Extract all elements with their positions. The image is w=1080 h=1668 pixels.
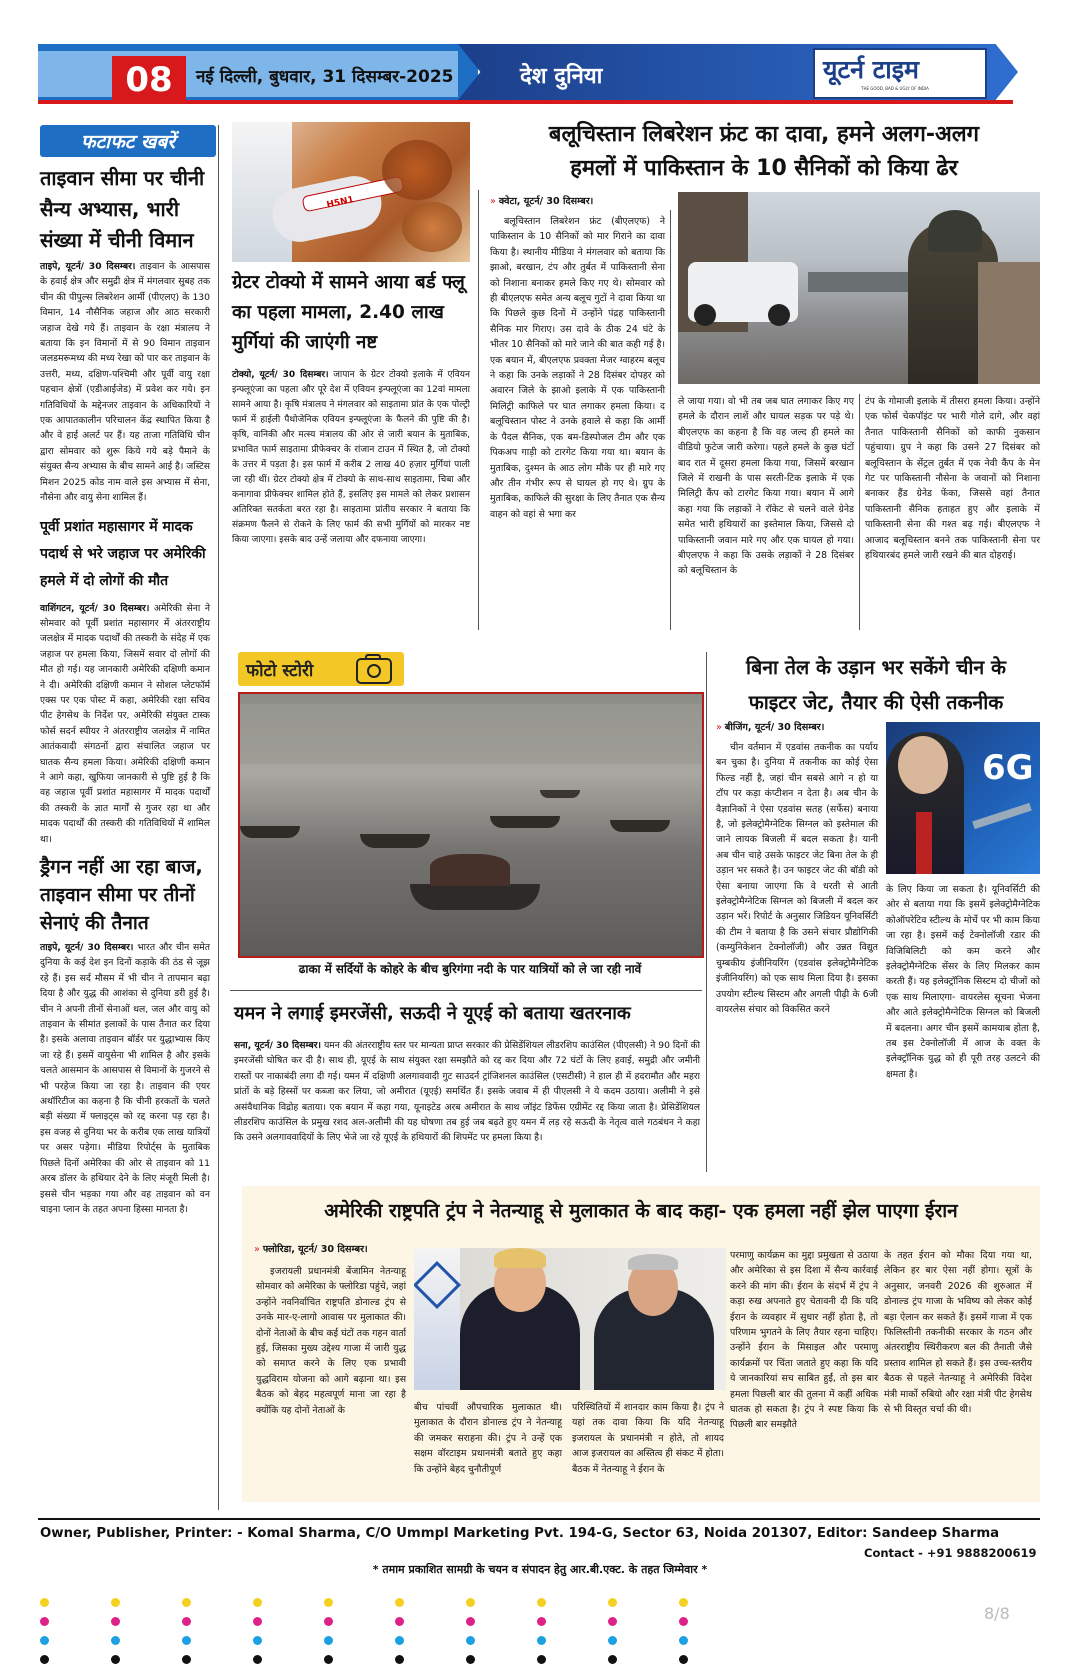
registration-dot — [466, 1598, 475, 1607]
dateline: » क्वेटा, यूटर्न/ 30 दिसम्बर। — [490, 196, 594, 207]
date-line: नई दिल्ली, बुधवार, 31 दिसम्बर-2025 — [196, 67, 454, 87]
registration-dot — [111, 1617, 120, 1626]
column-divider — [670, 210, 671, 630]
registration-dot — [40, 1617, 49, 1626]
logo-name: यूटर्न टाइम — [823, 55, 919, 84]
registration-dot — [253, 1617, 262, 1626]
balochistan-col3: टंप के गोमाजी इलाके में तीसरा हमला किया। उन्होंने एक फोर्स चेकपॉइंट पर भारी गोले दागे, और वहां तैनात पाकिस्तानी सैनिकों को काफी नुकसान पहुंचाया। ग्रुप ने कहा कि उसने 27 दिसंबर को बलूचिस्तान के सेंट्रल तुर्बत में एक नेवी कैंप के मेन गेट पर पाकिस्तानी नौसेना के जवानों को निशाना बनाकर हैंड ग्रेनेड फेंका, जिससे वहां तैनात पाकिस्तानी सैनिक हताहत हुए और इलाके में पाकिस्तानी सेना की गश्त बढ़ गई। बीएलएफ ने आजाद बलूचिस्तान बनने तक पाकिस्तानी सेना पर हथियारबंद हमले जारी रखने की बात दोहराई। — [865, 396, 1040, 562]
dateline: ताइपे, यूटर्न/ 30 दिसम्बर। — [40, 942, 134, 953]
registration-dot-group — [608, 1592, 617, 1601]
trump-col4: परमाणु कार्यक्रम का मुद्दा प्रमुखता से उठाया और अमेरिका से इस दिशा में सैन्य कार्रवाई करने की मांग की। ईरान के संदर्भ में ट्रंप ने कड़ा रुख अपनाते हुए चेतावनी दी कि यदि ईरान के व्यवहार में सुधार नहीं होता है, तो परिणाम भुगतने के लिए तैयार रहना चाहिए। उन्होंने ईरान के मिसाइल और परमाणु कार्यक्रमों पर चिंता जताते हुए कहा कि यदि ये जानकारियां सच साबित हुईं, तो इस बार हमला पिछली बार की तुलना में कहीं अधिक घातक हो सकता है। ट्रंप ने स्पष्ट किया कि पिछली बार समझौते — [730, 1250, 878, 1431]
story-body: ताइपे, यूटर्न/ 30 दिसम्बर। भारत और चीन समेत दुनिया के कई देश इन दिनों कड़ाके की ठंड से जूझ रहे हैं। इस सर्द मौसम में भी चीन ने तापमान बढ़ा दिया है और युद्ध की आशंका से दुनिया डरी हुई है। चीन ने अपनी तीनों सेनाओं थल, जल और वायु को ताइवान के सीमांत इलाकों के पास तैनात कर दिया है। इसके अलावा ताइवान बॉर्डर पर युद्धाभ्यास किए जा रहे हैं। इसमें वायुसेना भी शामिल है और इसके चलते आसमान के आसपास से विमानों के गुजरने से भी परहेज किया जा रहा है। ताइवान की एयर अथॉरिटीज का कहना है कि चीनी हरकतों के चलते बड़ी संख्या में फ्लाइट्स को रद्द करना पड़ रहा है। इस वजह से दुनिया भर के करीब एक लाख यात्रियों पर असर पड़ेगा। मीडिया रिपोर्ट्स के मुताबिक पिछले दिनों अमेरिका की ओर से ताइवान को 11 अरब डॉलर के हथियार देने के लिए मंजूरी मिली है। इससे चीन भड़का गया और वह ताइवान को वन चाइना प्लान के तहत अपना हिस्सा मानता है। — [40, 942, 211, 1215]
story-headline: ग्रेटर टोक्यो में सामने आया बर्ड फ्लू का पहला मामला, 2.40 लाख मुर्गियां की जाएंगी नष्ट — [232, 272, 465, 353]
registration-dot — [466, 1655, 475, 1664]
6g-badge: 6G — [982, 748, 1034, 788]
camera-icon — [356, 658, 392, 684]
registration-dot-group — [182, 1592, 191, 1601]
yemen-headline: यमन ने लगाई इमरजेंसी, सऊदी ने यूएई को बताया खतरनाक — [234, 1003, 631, 1024]
trump-headline: अमेरिकी राष्ट्रपति ट्रंप ने नेतन्याहू से मुलाकात के बाद कहा- एक हमला नहीं झेल पाएगा ईरान — [324, 1200, 958, 1222]
story-body: ताइपे, यूटर्न/ 30 दिसम्बर। ताइवान के आसपास के हवाई क्षेत्र और समुद्री क्षेत्र में मंगलवार सुबह तक चीन की पीपुल्स लिबरेशन आर्मी (पीएलए) के 130 विमान, 14 नौसैनिक जहाज और आठ सरकारी जहाज देखे गये हैं। ताइवान के रक्षा मंत्रालय ने बताया कि इन विमानों में से 90 विमान ताइवान जलडमरूमध्य की मध्य रेखा को पार कर ताइवान के उत्तरी, मध्य, दक्षिण-पश्चिमी और पूर्वी वायु रक्षा पहचान क्षेत्रों (एडीआईजेड) में प्रवेश कर गये। इन गतिविधियों के मद्देनजर ताइवान के अधिकारियों ने एक आपातकालीन परिचालन केंद्र स्थापित किया है और वे हाई अलर्ट पर हैं। यह ताजा गतिविधि चीन द्वारा सोमवार को शुरू किये गये बड़े पैमाने के संयुक्त सैन्य अभ्यास के बीच सामने आई है। जस्टिस मिशन 2025 कोड नाम वाले इस अभ्यास में सेना, नौसेना और वायु सेना शामिल हैं। — [40, 261, 210, 504]
column-divider — [478, 190, 479, 630]
registration-dot — [111, 1598, 120, 1607]
registration-dot-group — [466, 1592, 475, 1601]
registration-dot — [537, 1636, 546, 1645]
story-headline: ड्रैगन नहीं आ रहा बाज, ताइवान सीमा पर तीनों सेनाएं की तैनात — [40, 856, 203, 934]
page-fraction: 8/8 — [984, 1604, 1010, 1623]
registration-dot — [324, 1636, 333, 1645]
dateline: सना, यूटर्न/ 30 दिसम्बर। — [234, 1040, 321, 1051]
balochistan-col1: बलूचिस्तान लिबरेशन फ्रंट (बीएलएफ) ने पाकिस्तान के 10 सैनिकों को मार गिराने का दावा किया है। स्थानीय मीडिया ने मंगलवार को बताया कि झाओ, बरखान, टंप और तुर्बत में पाकिस्तानी सेना को निशाना बनाकर हमले किए गए थे। सोमवार को ही बीएलएफ समेत अन्य बलूच गुटों ने दावा किया था कि पिछले कुछ दिनों में उन्होंने पंद्रह पाकिस्तानी सैनिक मार गिराए। उस दावे के ठीक 24 घंटे के भीतर 10 सैनिकों को मारे जाने की बात कही गई है। एक बयान में, बीएलएफ प्रवक्ता मेजर ग्वाहरम बलूच ने कहा कि उनके लड़ाकों ने 28 दिसंबर दोपहर को अवारन जिले के झाओ इलाके में एक पाकिस्तानी मिलिट्री काफिले पर घात लगाकर हमला किया। द बलूचिस्तान पोस्ट ने उनके हवाले से कहा कि आर्मी के पैदल सैनिक, एक बम-डिस्पोजल टीम और एक पिकअप गाड़ी को टारगेट किया गया था। बयान के मुताबिक, दुश्मन के आठ लोग मौके पर ही मारे गए और तीन गंभीर रूप से घायल हो गए थे। ग्रुप के मुताबिक, काफिले की सुरक्षा के लिए तैनात एक सैन्य वाहन को वहां से भगा कर — [490, 216, 665, 520]
registration-dot — [111, 1636, 120, 1645]
china-jet-headline: बिना तेल के उड़ान भर सकेंगे चीन के फाइटर जेट, तैयार की ऐसी तकनीक — [746, 656, 1006, 714]
registration-dot-group — [324, 1592, 333, 1601]
registration-dot — [608, 1655, 617, 1664]
column-divider — [706, 652, 707, 1172]
china-jet-col2: के लिए किया जा सकता है। यूनिवर्सिटी की ओर से बताया गया कि इसमें इलेक्ट्रोमैग्नेटिक कोऑपरेटिव स्टील्थ के मोर्चे पर भी काम किया जा रहा है। इसमें कई टेक्नोलॉजी रडार की विजिबिलिटी को कम करने और इलेक्ट्रोमैग्नेटिक सेंसर के लिए मिलकर काम करती हैं। यह इलेक्ट्रॉनिक सिस्टम दो चीजों को एक साथ मिलाएगा- वायरलेस सूचना भेजना और आते इलेक्ट्रोमैग्नेटिक सिग्नल को बिजली में बदलना। अगर चीन इसमें कामयाब होता है, तब इस टेक्नोलॉजी में आज के वक्त के इलेक्ट्रॉनिक युद्ध को ही पूरी तरह उलटने की क्षमता है। — [886, 884, 1040, 1080]
logo-tagline: THE GOOD, BAD & UGLY OF INDIA — [861, 86, 929, 91]
registration-dot — [466, 1617, 475, 1626]
boats-photo — [238, 692, 704, 958]
quick-news-label: फटाफट खबरें — [40, 125, 216, 157]
trump-story-box — [242, 1186, 1040, 1502]
photo-caption: ढाका में सर्दियों के कोहरे के बीच बुरिगंगा नदी के पार यात्रियों को ले जा रही नावें — [240, 958, 700, 980]
left-column — [40, 163, 210, 1217]
yemen-story: सना, यूटर्न/ 30 दिसम्बर। यमन की अंतरराष्ट्रीय स्तर पर मान्यता प्राप्त सरकार की प्रेसिडेंशियल लीडरशिप काउंसिल (पीएलसी) ने 90 दिनों की इमरजेंसी घोषित कर दी है। साथ ही, यूएई के साथ संयुक्त रक्षा समझौते को रद्द कर दिया और 72 घंटों के लिए हवाई, समुद्री और जमीनी रास्तों पर नाकाबंदी लगा दी गई। यमन में दक्षिणी अलगाववादी गुट साउदर्न ट्रांजिशनल काउंसिल (एसटीसी) ने हाल ही में हदरामौत और महरा प्रांतों के बड़े हिस्सों पर कब्जा कर लिया, जो अमीरात (यूएई) समर्थित हैं। इसके जवाब में ही पीएलसी ने ये कदम उठाया। अलीमी ने इसे असंवैधानिक विद्रोह बताया। एक बयान में कहा गया, यूनाइटेड अरब अमीरात के साथ जॉइंट डिफेंस एग्रीमेंट रद्द किया जाता है। प्रेसिडेंशियल लीडरशिप काउंसिल के प्रमुख रशद अल-अलीमी की यह घोषणा तब हुई जब बढ़ते हुए यमन में लड़ रहे सऊदी के नेतृत्व वाले गठबंधन ने कहा कि उसने अलगाववादियों के लिए भेजे जा रहे यूएई के हथियारों की शिपमेंट पर हमला किया है। — [234, 1040, 700, 1144]
color-registration-marks — [40, 1592, 1040, 1604]
trump-netanyahu-photo — [414, 1248, 726, 1390]
registration-dot — [608, 1617, 617, 1626]
dateline: ताइपे, यूटर्न/ 30 दिसम्बर। — [40, 261, 136, 272]
column-divider — [218, 125, 219, 1510]
registration-dot — [182, 1598, 191, 1607]
registration-dot — [111, 1655, 120, 1664]
footer-imprint: Owner, Publisher, Printer: - Komal Sharma, C/O Ummpl Marketing Pvt. 194-G, Sector 63, Noida 201307, Editor: Sandeep Sharma — [40, 1526, 1000, 1541]
registration-dot — [466, 1636, 475, 1645]
page-number: 08 — [125, 60, 173, 100]
china-jet-col1: चीन वर्तमान में एडवांस तकनीक का पर्याय बन चुका है। दुनिया में तकनीक का कोई ऐसा फिल्ड नहीं है, जहां चीन सबसे आगे न हो या टॉप पर कड़ा कंप्टीशन न देता है। अब चीन के वैज्ञानिकों ने ऐसा एडवांस सतह (सर्फेस) बनाया है, जो इलेक्ट्रोमैग्नेटिक सिग्नल को इस्तेमाल की जाने लायक बिजली में बदल सकता है। यानी अब चीन चाहे उसके फाइटर जेट बिना तेल के ही उड़ान भर सकते है। उन फाइटर जेट की बॉडी को ऐसा बनाया जाएगा कि वे धरती से आती इलेक्ट्रोमैग्नेटिक सिग्नल को बिजली में बदल कर उड़ान भरें। रिपोर्ट के अनुसार जिडियन यूनिवर्सिटी की टीम ने बताया है कि उसने संचार प्रौद्योगिकी (कम्युनिकेशन टेक्नोलॉजी) और उन्नत विद्युत चुम्बकीय इंजीनियरिंग (एडवांस इलेक्ट्रोमैग्नेटिक इंजीनियरिंग) को एक साथ मिला दिया है। इसका उपयोग स्टील्थ सिस्टम और अगली पीढ़ी के 6जी वायरलेस संचार को विकसित करने — [716, 742, 878, 1015]
footer-rule — [38, 1518, 1040, 1520]
registration-dot — [253, 1655, 262, 1664]
bird-flu-photo — [232, 122, 470, 262]
registration-dot — [324, 1598, 333, 1607]
registration-dot — [182, 1636, 191, 1645]
registration-dot — [40, 1636, 49, 1645]
footer-contact: Contact - +91 9888200619 — [864, 1546, 1037, 1560]
story-headline: पूर्वी प्रशांत महासागर में मादक पदार्थ से भरे जहाज पर अमेरिकी हमले में दो लोगों की मौत — [40, 518, 206, 589]
registration-dot — [537, 1655, 546, 1664]
dateline: » बीजिंग, यूटर्न/ 30 दिसम्बर। — [716, 722, 825, 733]
registration-dot — [679, 1598, 688, 1607]
registration-dot-group — [537, 1592, 546, 1601]
balochistan-col2: ले जाया गया। वो भी तब जब घात लगाकर किए गए हमले के दौरान लाशें और घायल सड़क पर पड़े थे। बीएलएफ का कहना है कि वह जल्द ही हमले का वीडियो फुटेज जारी करेगा। पहले हमले के कुछ घंटों बाद रात में दूसरा हमला किया गया, जिसमें बरखान जिले में राखनी के पास सरती-टिक इलाके में एक मिलिट्री कैंप को टारगेट किया गया। बयान में आगे कहा गया कि लड़ाकों ने रॉकेट से चलने वाले ग्रेनेड समेत भारी हथियारों का इस्तेमाल किया, जिससे दो पाकिस्तानी जवान मारे गए और एक घायल हो गया। बीएलएफ ने कहा कि उसके लड़ाकों ने 28 दिसंबर को बलूचिस्तान के — [678, 396, 854, 577]
registration-dot-group — [253, 1592, 262, 1601]
balochistan-headline: बलूचिस्तान लिबरेशन फ्रंट का दावा, हमने अलग-अलग हमलों में पाकिस्तान के 10 सैनिकों को किया ढेर — [548, 122, 980, 181]
china-jet-photo — [886, 722, 1040, 874]
footer-disclaimer: * तमाम प्रकाशित सामग्री के चयन व संपादन हेतु आर.बी.एक्ट. के तहत जिम्मेवार * — [372, 1563, 708, 1576]
dateline: टोक्यो, यूटर्न/ 30 दिसम्बर। — [232, 370, 329, 380]
registration-dot — [182, 1655, 191, 1664]
registration-dot — [395, 1617, 404, 1626]
registration-dot — [395, 1598, 404, 1607]
balochistan-photo — [678, 192, 1040, 384]
dateline: » फ्लोरिडा, यूटर्न/ 30 दिसम्बर। — [254, 1244, 368, 1255]
registration-dot-group — [679, 1592, 688, 1601]
registration-dot-group — [111, 1592, 120, 1601]
registration-dot-group — [40, 1592, 49, 1601]
registration-dot — [679, 1636, 688, 1645]
registration-dot — [679, 1655, 688, 1664]
registration-dot — [324, 1617, 333, 1626]
registration-dot — [537, 1617, 546, 1626]
logo-box — [813, 48, 987, 99]
trump-col1: इजरायली प्रधानमंत्री बेंजामिन नेतन्याहू सोमवार को अमेरिका के फ्लोरिडा पहुंचे, जहां उन्होंने नवनिर्वाचित राष्ट्रपति डोनाल्ड ट्रंप से उनके मार-ए-लागो आवास पर मुलाकात की। दोनों नेताओं के बीच कई घंटों तक गहन वार्ता हुई, जिसका मुख्य उद्देश्य गाजा में जारी युद्ध को समाप्त करने के लिए एक प्रभावी युद्धविराम योजना को आगे बढ़ाना था। इस बैठक को बेहद महत्वपूर्ण माना जा रहा है क्योंकि यह दोनों नेताओं के — [256, 1266, 406, 1416]
test-tube-label: H5N1 — [325, 195, 355, 211]
registration-dot — [537, 1598, 546, 1607]
registration-dot — [182, 1617, 191, 1626]
registration-dot — [608, 1636, 617, 1645]
page-number-box — [112, 56, 186, 104]
section-divider — [230, 990, 702, 991]
story-headline: ताइवान सीमा पर चीनी सैन्य अभ्यास, भारी संख्या में चीनी विमान — [40, 166, 205, 252]
dateline: वाशिंगटन, यूटर्न/ 30 दिसम्बर। — [40, 602, 150, 614]
bird-flu-story — [232, 268, 470, 548]
section-title: देश दुनिया — [520, 64, 603, 89]
registration-dot — [395, 1636, 404, 1645]
registration-dot-group — [395, 1592, 404, 1601]
registration-dot — [324, 1655, 333, 1664]
registration-dot — [40, 1598, 49, 1607]
registration-dot — [395, 1655, 404, 1664]
registration-dot — [253, 1598, 262, 1607]
masthead-bar — [38, 44, 1038, 104]
trump-col3: परिस्थितियों में शानदार काम किया है। ट्रंप ने यहां तक दावा किया कि यदि नेतन्याहू इजरायल के प्रधानमंत्री न होते, तो शायद आज इजरायल का अस्तित्व ही संकट में होता। बैठक में नेतन्याहू ने ईरान के — [572, 1402, 724, 1475]
registration-dot — [679, 1617, 688, 1626]
registration-dot — [40, 1655, 49, 1664]
photo-story-label: फोटो स्टोरी — [238, 652, 404, 686]
story-body: टोक्यो, यूटर्न/ 30 दिसम्बर। जापान के ग्रेटर टोक्यो इलाके में एवियन इन्फ्लूएंजा का पहला और पूरे देश में एवियन इन्फ्लूएंजा का 12वां मामला सामने आया है। कृषि मंत्रालय ने मंगलवार को साइतामा प्रांत के एक पोल्ट्री फार्म में हाईली पैथोजेनिक एवियन इन्फ्लूएंजा के फैलने की पुष्टि की है। कृषि, वानिकी और मत्स्य मंत्रालय की ओर से जारी बयान के मुताबिक, प्रभावित फार्म साइतामा प्रीफेक्चर के रांजान टाउन में स्थित है, जो टोक्यो के उत्तर में पड़ता है। इस फार्म में करीब 2 लाख 40 हज़ार मुर्गियां पाली जा रही थीं। ग्रेटर टोक्यो क्षेत्र में टोक्यो के साथ-साथ साइतामा, चिबा और कनागावा प्रीफेक्चर शामिल होते हैं, इसलिए इस मामले को लेकर प्रशासन अतिरिक्त सतर्कता बरत रहा है। साइतामा प्रांतीय सरकार ने बताया कि संक्रमण फैलने से रोकने के लिए फार्म की सभी मुर्गियों को मारकर नष्ट किया जाएगा। इसके बाद उन्हें जलाया और दफनाया जाएगा। — [232, 370, 470, 545]
story-body: वाशिंगटन, यूटर्न/ 30 दिसम्बर। अमेरिकी सेना ने सोमवार को पूर्वी प्रशांत महासागर में अंतरराष्ट्रीय जलक्षेत्र में मादक पदार्थों की तस्करी के संदेह में एक जहाज पर हमला किया, जिसमें सवार दो लोगों की मौत हो गई। यह जानकारी अमेरिकी दक्षिणी कमान ने दी। अमेरिकी दक्षिणी कमान ने सोशल प्लेटफॉर्म एक्स पर एक पोस्ट में कहा, अमेरिकी रक्षा सचिव पीट हेगसेथ के निर्देश पर, अमेरिकी संयुक्त टास्क फोर्स सदर्न स्पीयर ने अंतरराष्ट्रीय जलक्षेत्र में नामित आतंकवादी संगठनों द्वारा संचालित जहाज पर घातक सैन्य हमला किया। अमेरिकी दक्षिणी कमान ने आगे कहा, खुफिया जानकारी से पुष्टि हुई है कि वह जहाज पूर्वी प्रशांत महासागर में मादक पदार्थों की तस्करी के ज्ञात मार्गों से गुजर रहा था और मादक पदार्थों की तस्करी की गतिविधियों में शामिल था। — [40, 602, 210, 845]
trump-col2: बीच पांचवीं औपचारिक मुलाकात थी। मुलाकात के दौरान डोनाल्ड ट्रंप ने नेतन्याहू की जमकर सराहना की। ट्रंप ने उन्हें एक सक्षम वॉरटाइम प्रधानमंत्री बताते हुए कहा कि उन्होंने बेहद चुनौतीपूर्ण — [414, 1402, 562, 1475]
registration-dot — [253, 1636, 262, 1645]
column-divider — [859, 394, 860, 630]
trump-col5: के तहत ईरान को मौका दिया गया था, लेकिन हर बार ऐसा नहीं होगा। सूत्रों के अनुसार, जनवरी 2026 की शुरुआत में डोनाल्ड ट्रंप गाजा के भविष्य को लेकर कोई बड़ा ऐलान कर सकते हैं। इसमें गाजा में एक फिलिस्तीनी तकनीकी सरकार के गठन और अंतरराष्ट्रीय स्थिरीकरण बल की तैनाती जैसे प्रस्ताव शामिल हो सकते हैं। इस उच्च-स्तरीय बैठक से पहले नेतन्याहू ने अमेरिकी विदेश मंत्री मार्को रुबियो और रक्षा मंत्री पीट हेगसेथ से भी विस्तृत चर्चा की थी। — [884, 1250, 1032, 1416]
registration-dot — [608, 1598, 617, 1607]
